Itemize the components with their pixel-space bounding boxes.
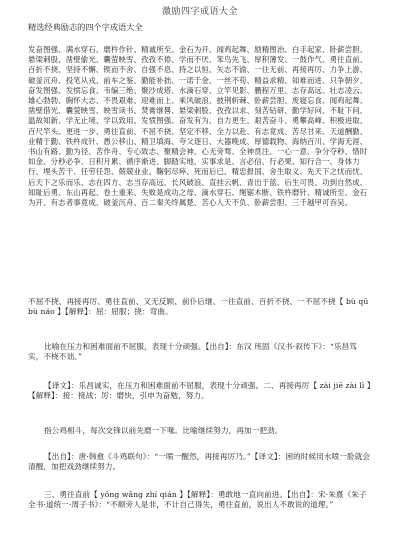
section-2-body: 指公鸡相斗，每次交锋以前先磨一下喙。比喻继续努力，再加一把劲。 [44,426,283,435]
idiom-list: 发奋图强、满水穿石、磨杵作针、精诚所至、金石为开、闻鸡起舞、励精图治、白手起家、卧薪尝胆、悬梁刺股、凿壁偷光、囊萤映雪、孜孜不倦、学而不厌、笨鸟先飞、厚积薄发、一鼓作气、勇往直前、百折不挠、坚持不懈、锲而不舍、自强不息、持之以恒、矢志不渝、一往无前、再接再厉、力争上游、破釜沉舟、投笔从戎、前车之鉴、勤能补拙、一诺千金、一丝不苟、精益求精、知难而进、只争朝夕、奋发图强、发愤忘食、韦编三绝、聚沙成塔、水滴石穿、立竿见影、鹏程万里、志存高远、壮志凌云、雄心勃勃、胸怀大志、不畏艰难、迎难而上、乘风破浪、披荆斩棘、卧薪尝胆、废寝忘食、闻鸡起舞、凿壁借光、囊萤映雪、映雪读书、焚膏继晷、悬梁刺股、孜孜以求、刻苦钻研、勤学好问、不耻下问、温故知新、学无止境、学以致用、发愤图强、奋发有为、自力更生、艰苦奋斗、勇攀高峰、积极进取、百尺竿头、更进一步、勇往直前、不屈不挠、坚定不移、全力以赴、有志竟成、苦尽甘来、天道酬勤、业精于勤、铁杵成针、愚公移山、精卫填海、夸父逐日、大器晚成、厚德载物、海纳百川、学海无涯、书山有路、勤为径、苦作舟、专心致志、聚精会神、心无旁骛、全神贯注、一心一意、争分夺秒、惜时如金、分秒必争、日积月累、循序渐进、脚踏实地、实事求是、言必信、行必果、知行合一、身体力行、埋头苦干、任劳任怨、兢兢业业、鞠躬尽瘁、死而后已、精忠报国、舍生取义、先天下之忧而忧、后天下之乐而乐、志在四方、志当存高远、长风破浪、直挂云帆、青出于蓝、后生可畏、功到自然成、知耻后勇、东山再起、卷土重来、失败是成功之母、滴水穿石、绳锯木断、铁杵磨针、精诚所至、金石为开、有志者事竟成、破釜沉舟、百二秦关终属楚、苦心人天不负、卧薪尝胆、三千越甲可吞吴。 [28,45,368,208]
section-1-body: 比喻在压力和困难面前不屈服，表现十分顽强。【出自】：东汉 班固《汉书·叙传下》：“乐昌笃实，不桡不诎。” [28,342,358,362]
section-3-lead: 【出自】：唐·韩愈《斗鸡联句》：“一喷一醒然，再接再厉乃。”【译文】：困的时候用水喷一脸就会清醒，加把戏劲继续努力。 [28,452,371,472]
section-4-lead: 三、勇往直前【 yǒng wǎng zhí qián 】【解释】：勇敢地一直向前进。【出自】：宋·朱熹《朱子全书·道统一·周子书》：“不顺旁人是非，不计自己得失，勇往直前，说出人不敢说的道理。” [28,490,367,510]
section-2-lead: 【译文】：乐昌诚实，在压力和困难面前不屈服，表现十分顽强。二、再接再厉【 zài jiē zài lì 】【解释】：接：接战；厉：磨快，引申为奋勉，努力。 [28,381,371,401]
section-1-lead: 不屈不挠、再接再厉、勇往直前、又无反顾、前仆后继、一往直前、百折不挠、一不屈不挠【 bù qū bù náo 】【解释】：屈：屈服；挠：弯曲。 [28,297,369,317]
document-subtitle: 精选经典励志的四个字成语大全 [28,22,143,32]
page-title: 激励四字成语大全 [161,7,238,17]
